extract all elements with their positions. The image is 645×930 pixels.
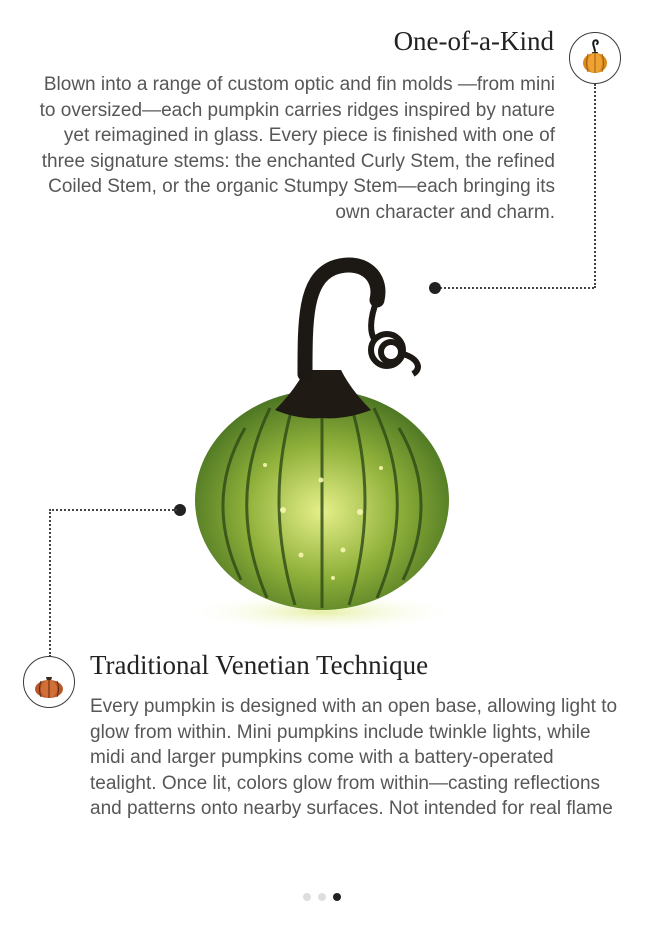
copper-glass-pumpkin-icon: [23, 656, 75, 708]
green-glass-pumpkin-curly-stem-image: [155, 250, 490, 640]
feature-description-one-of-a-kind: Blown into a range of custom optic and fin molds —from mini to oversized—each pumpkin carries ridges inspired by nature yet reimagined in glass. Every piece is finished with one of three signature stems: the enchanted Curly Stem, the refined Coiled Stem, or the organic Stumpy Stem—each bringing its own character and charm.: [39, 74, 555, 223]
carousel-dot-1[interactable]: [303, 893, 311, 901]
feature-title-traditional-venetian-technique: Traditional Venetian Technique: [90, 650, 429, 680]
connector-line-bottom-vertical: [49, 509, 51, 657]
amber-glass-pumpkin-icon: [569, 32, 621, 84]
connector-line-top-vertical: [594, 84, 596, 288]
connector-line-bottom-horizontal: [49, 509, 177, 511]
feature-title-one-of-a-kind: One-of-a-Kind: [393, 26, 554, 56]
carousel-pagination: [303, 893, 341, 901]
carousel-dot-3-active[interactable]: [333, 893, 341, 901]
feature-description-traditional-venetian-technique: Every pumpkin is designed with an open base, allowing light to glow from within. Mini pumpkins include twinkle lights, while midi and larger pumpkins come with a battery-operated tealight. Once lit, colors glow from within—casting reflections and patterns onto nearby surfaces. Not intended for real flame: [90, 696, 618, 819]
carousel-dot-2[interactable]: [318, 893, 326, 901]
